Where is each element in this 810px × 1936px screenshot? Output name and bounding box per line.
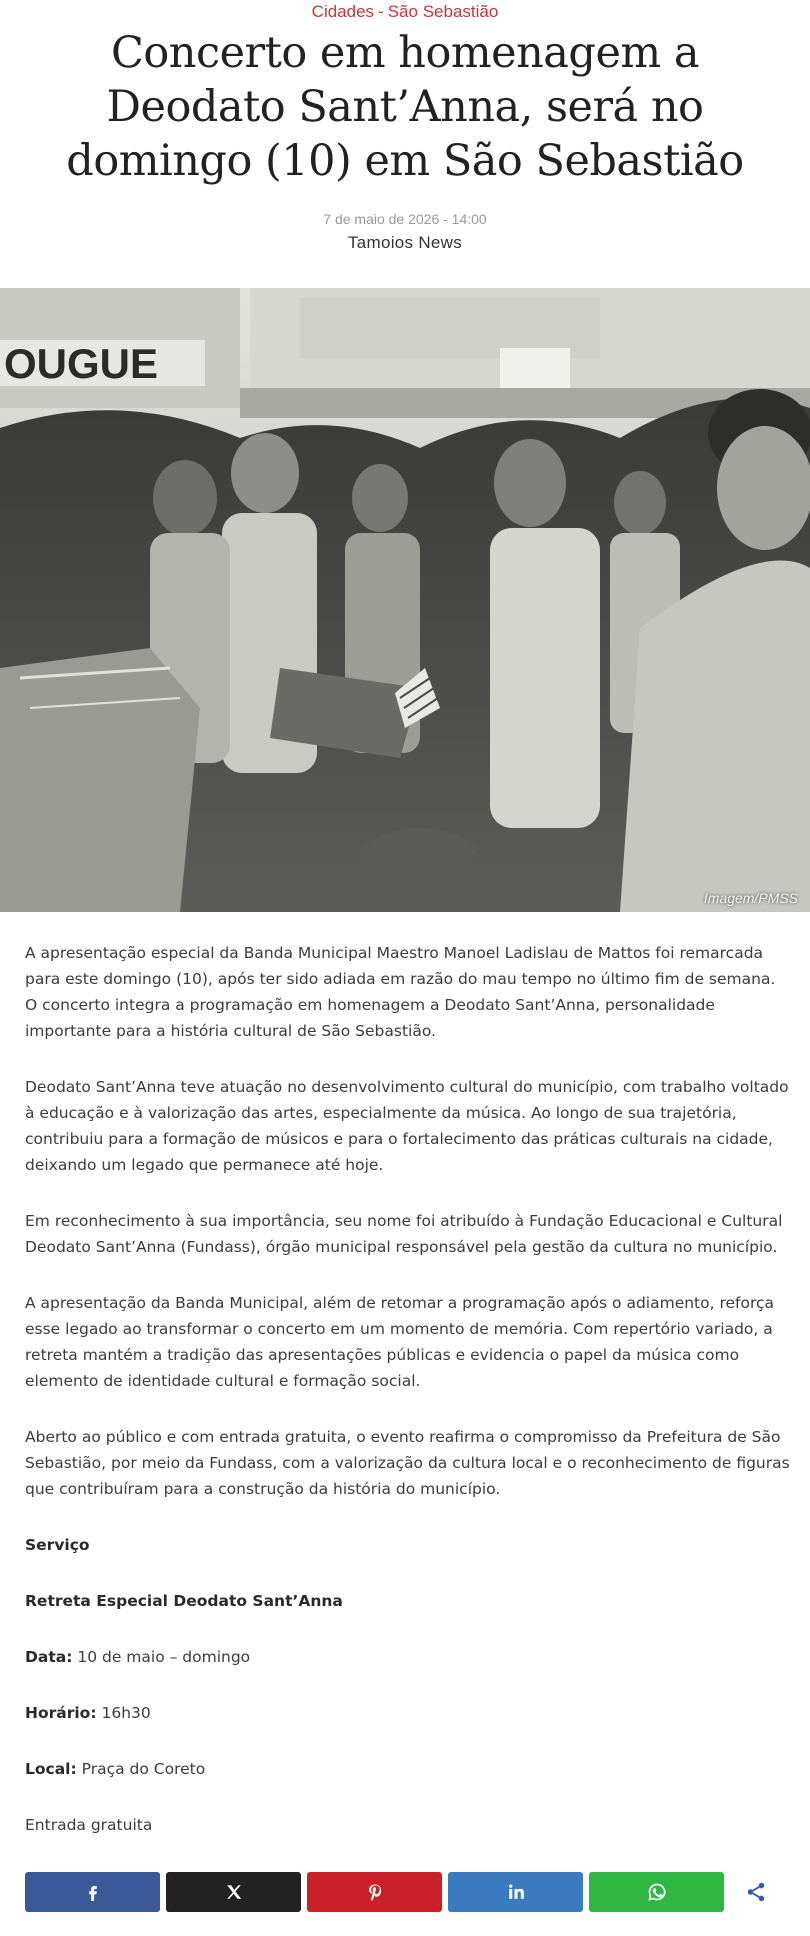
whatsapp-icon <box>647 1882 667 1902</box>
service-entry: Entrada gratuita <box>25 1816 153 1834</box>
article-paragraph: Aberto ao público e com entrada gratuita, o evento reafirma o compromisso da Prefeitura de São Sebastião, por meio da Fundass, com a valorização da cultura local e o reconhecimento de figuras que contribuíram para a construção da história do município. <box>25 1428 790 1498</box>
pinterest-icon <box>366 1883 384 1901</box>
svg-text:OUGUE: OUGUE <box>4 340 159 387</box>
service-time-value: 16h30 <box>101 1704 151 1722</box>
share-linkedin-button[interactable] <box>448 1872 583 1912</box>
share-more-button[interactable] <box>736 1872 776 1912</box>
article-hero-image <box>0 288 810 912</box>
breadcrumb-separator: - <box>378 2 384 21</box>
article-body <box>25 940 790 1868</box>
service-date-value: 10 de maio – domingo <box>77 1648 251 1666</box>
service-time <box>25 1700 790 1726</box>
article-paragraph: A apresentação da Banda Municipal, além de retomar a programação após o adiamento, reforça esse legado ao transformar o concerto em um momento de memória. Com repertório variado, a retreta mantém a tradição das apresentações públicas e evidencia o papel da música como elemento de identidade cultural e formação social. <box>25 1294 775 1390</box>
hero-photo-illustration <box>0 288 810 912</box>
service-event-name <box>25 1588 790 1614</box>
service-time-label: Horário: <box>25 1704 97 1722</box>
service-heading <box>25 1532 790 1558</box>
share-bar <box>25 1872 790 1912</box>
breadcrumb-city-link[interactable]: São Sebastião <box>387 2 499 21</box>
article-title: Concerto em homenagem a Deodato Sant’Anna, será no domingo (10) em São Sebastião <box>66 28 744 186</box>
share-whatsapp-button[interactable] <box>589 1872 724 1912</box>
article-author[interactable]: Tamoios News <box>347 233 463 252</box>
service-heading-text: Serviço <box>25 1536 90 1554</box>
service-place-label: Local: <box>25 1760 77 1778</box>
share-icon <box>745 1881 767 1903</box>
article-date: 7 de maio de 2026 - 14:00 <box>323 211 487 227</box>
linkedin-icon <box>507 1883 525 1901</box>
article-paragraph: Em reconhecimento à sua importância, seu nome foi atribuído à Fundação Educacional e Cultural Deodato Sant’Anna (Fundass), órgão municipal responsável pela gestão da cultura no município. <box>25 1212 783 1256</box>
service-event-name-text: Retreta Especial Deodato Sant’Anna <box>25 1592 343 1610</box>
service-date <box>25 1644 790 1670</box>
service-date-label: Data: <box>25 1648 73 1666</box>
breadcrumb-category-link[interactable]: Cidades <box>311 2 375 21</box>
facebook-icon <box>84 1883 102 1901</box>
share-facebook-button[interactable] <box>25 1872 160 1912</box>
image-credit: Imagem/PMSS <box>703 890 798 906</box>
breadcrumb <box>0 2 810 22</box>
share-x-button[interactable] <box>166 1872 301 1912</box>
article-paragraph: Deodato Sant’Anna teve atuação no desenvolvimento cultural do município, com trabalho voltado à educação e à valorização das artes, especialmente da música. Ao longo de sua trajetória, contribuiu para a formação de músicos e para o fortalecimento das práticas culturais na cidade, deixando um legado que permanece até hoje. <box>25 1078 789 1174</box>
x-icon <box>225 1883 243 1901</box>
article-paragraph: A apresentação especial da Banda Municipal Maestro Manoel Ladislau de Mattos foi remarcada para este domingo (10), após ter sido adiada em razão do mau tempo no último fim de semana. O concerto integra a programação em homenagem a Deodato Sant’Anna, personalidade importante para a história cultural de São Sebastião. <box>25 944 776 1040</box>
service-place-value: Praça do Coreto <box>81 1760 206 1778</box>
service-place <box>25 1756 790 1782</box>
share-pinterest-button[interactable] <box>307 1872 442 1912</box>
